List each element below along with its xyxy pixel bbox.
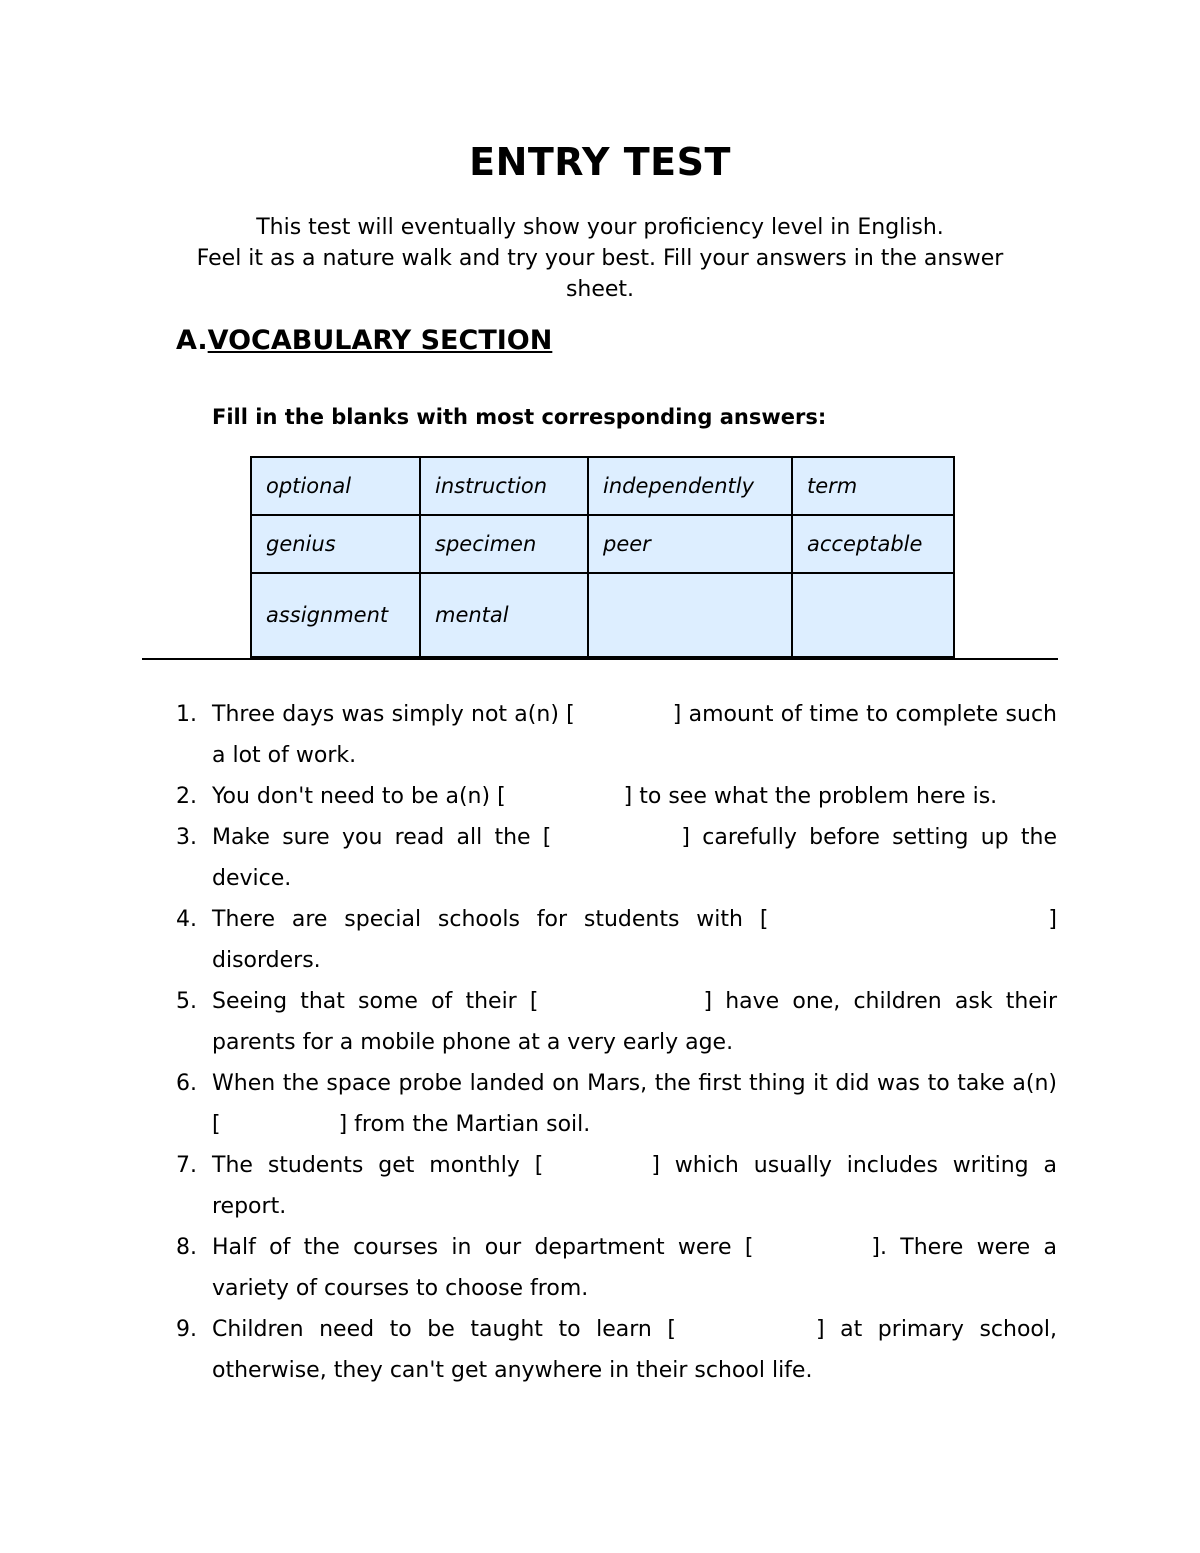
question-number: 3. [176, 825, 197, 850]
instruction-text: Fill in the blanks with most corresponding answers: [212, 405, 827, 429]
question-text-after: ] which usually includes writing a report. [212, 1153, 1057, 1219]
word-cell: assignment [251, 573, 420, 657]
word-cell [792, 573, 954, 657]
question-item [176, 776, 1057, 817]
question-text-before: Make sure you read all the [ [212, 825, 552, 850]
word-cell: independently [588, 457, 792, 515]
question-text-before: You don't need to be a(n) [ [212, 784, 506, 809]
section-heading [176, 325, 552, 356]
question-text-after: ] amount of time to complete such a lot of work. [212, 702, 1057, 768]
question-item [176, 1309, 1057, 1391]
question-item [176, 899, 1057, 981]
question-number: 9. [176, 1317, 197, 1342]
intro-text [160, 212, 1040, 305]
question-text-before: Three days was simply not a(n) [ [212, 702, 575, 727]
question-number: 6. [176, 1071, 197, 1096]
word-cell: peer [588, 515, 792, 573]
question-text-before: Half of the courses in our department were [ [212, 1235, 754, 1260]
question-text-before: Children need to be taught to learn [ [212, 1317, 676, 1342]
question-text-before: The students get monthly [ [212, 1153, 544, 1178]
word-cell: genius [251, 515, 420, 573]
question-number: 2. [176, 784, 197, 809]
intro-line-2: Feel it as a nature walk and try your best. Fill your answers in the answer sheet. [196, 246, 1004, 302]
section-title: VOCABULARY SECTION [207, 325, 553, 356]
word-cell: instruction [420, 457, 588, 515]
question-text-after: ] carefully before setting up the device. [212, 825, 1057, 891]
question-text-after: ]. There were a variety of courses to choose from. [212, 1235, 1057, 1301]
question-item [176, 817, 1057, 899]
word-bank-row [251, 457, 954, 515]
question-number: 7. [176, 1153, 197, 1178]
question-item [176, 1145, 1057, 1227]
word-bank-row [251, 573, 954, 657]
word-cell [588, 573, 792, 657]
question-text-after: ] have one, children ask their parents for a mobile phone at a very early age. [212, 989, 1057, 1055]
word-cell: specimen [420, 515, 588, 573]
word-cell: mental [420, 573, 588, 657]
question-number: 8. [176, 1235, 197, 1260]
question-text-after: ] disorders. [212, 907, 1057, 973]
question-text-after: ] from the Martian soil. [338, 1112, 591, 1137]
question-text-before: When the space probe landed on Mars, the first thing it did was to take a(n) [ [212, 1071, 1057, 1137]
intro-line-1: This test will eventually show your proficiency level in English. [256, 215, 944, 240]
question-text-after: ] to see what the problem here is. [623, 784, 998, 809]
word-cell: term [792, 457, 954, 515]
question-text-before: Seeing that some of their [ [212, 989, 539, 1014]
question-number: 4. [176, 907, 197, 932]
word-bank-table [250, 456, 955, 658]
question-item [176, 694, 1057, 776]
question-number: 1. [176, 702, 197, 727]
divider-line [142, 658, 1058, 660]
word-cell: acceptable [792, 515, 954, 573]
word-bank-row [251, 515, 954, 573]
question-text-after: ] at primary school, otherwise, they can't get anywhere in their school life. [212, 1317, 1057, 1383]
word-cell: optional [251, 457, 420, 515]
question-text-before: There are special schools for students with [ [212, 907, 769, 932]
question-number: 5. [176, 989, 197, 1014]
page-title: ENTRY TEST [469, 140, 731, 184]
section-letter: A. [176, 325, 208, 356]
question-list [176, 694, 1057, 1391]
question-item [176, 1063, 1057, 1145]
question-item [176, 981, 1057, 1063]
question-item [176, 1227, 1057, 1309]
